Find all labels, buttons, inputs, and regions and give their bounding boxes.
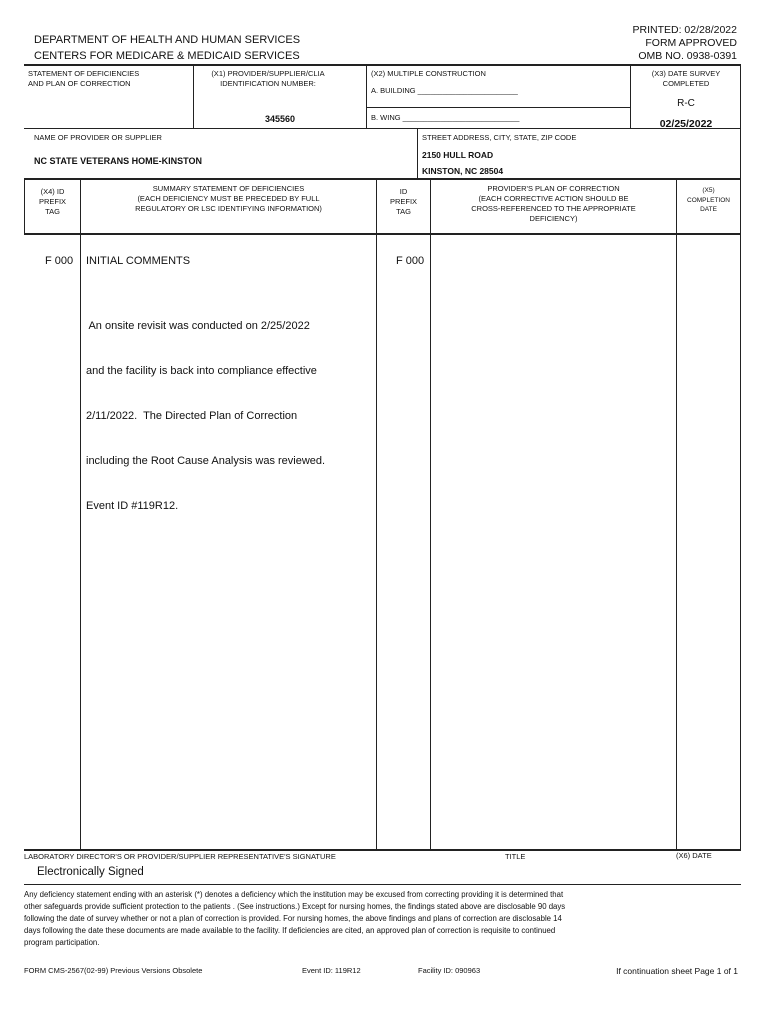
x3-label-line: (X3) DATE SURVEY (651, 69, 721, 78)
x4-header-line: TAG (45, 207, 60, 216)
x1-label (194, 69, 342, 89)
column-divider (80, 179, 81, 850)
divider (24, 178, 741, 180)
wing-field: B. WING ____________________________ (371, 113, 520, 122)
building-field: A. BUILDING ________________________ (371, 86, 518, 95)
x5-header (677, 186, 740, 215)
divider (366, 65, 367, 129)
x3-label (632, 69, 740, 89)
disclaimer-line: program participation. (24, 938, 100, 947)
plan-header-line: PROVIDER'S PLAN OF CORRECTION (487, 184, 620, 193)
comment-paragraph (86, 289, 325, 529)
survey-rc: R-C (677, 98, 695, 109)
x5-header-line: COMPLETION (687, 196, 730, 204)
column-divider (376, 179, 377, 850)
form-number: FORM CMS-2567(02-99) Previous Versions Obsolete (24, 966, 203, 975)
summary-header (81, 184, 376, 214)
divider (24, 884, 741, 885)
facility-id: Facility ID: 090963 (418, 966, 481, 975)
x5-header-line: (X5) (702, 187, 715, 194)
agency-title: CENTERS FOR MEDICARE & MEDICAID SERVICES (34, 50, 300, 62)
statement-label-line: AND PLAN OF CORRECTION (28, 79, 131, 88)
x2-label: (X2) MULTIPLE CONSTRUCTION (371, 69, 486, 78)
disclaimer-line: other safeguards provide sufficient protection to the patients . (See instructions.) Except for nursing homes, the findings stated above are disclosable 90 days (24, 902, 566, 911)
x4-header-line: PREFIX (38, 197, 67, 206)
id-header-line: PREFIX (389, 197, 418, 206)
initial-comments-heading: INITIAL COMMENTS (86, 255, 191, 267)
x4-header (25, 187, 80, 217)
statement-label (28, 69, 139, 89)
disclaimer-line: following the date of survey whether or not a plan of correction is provided. For nursing homes, the above findings and plans of correction are disclosable 14 (24, 914, 562, 923)
signature-label: LABORATORY DIRECTOR'S OR PROVIDER/SUPPLIER REPRESENTATIVE'S SIGNATURE (24, 852, 336, 861)
department-title: DEPARTMENT OF HEALTH AND HUMAN SERVICES (34, 34, 301, 46)
x1-label-line: IDENTIFICATION NUMBER: (220, 79, 316, 88)
comment-line: and the facility is back into compliance effective (86, 365, 317, 377)
summary-header-line: (EACH DEFICIENCY MUST BE PRECEDED BY FULL (137, 194, 320, 203)
x1-label-line: (X1) PROVIDER/SUPPLIER/CLIA (211, 69, 325, 78)
survey-completed-date: 02/25/2022 (659, 118, 713, 130)
id-header-line: TAG (396, 207, 411, 216)
column-divider (676, 179, 677, 850)
disclaimer-line: Any deficiency statement ending with an asterisk (*) denotes a deficiency which the institution may be excused from correcting providing it is determined that (24, 890, 564, 899)
x5-header-line: DATE (700, 206, 717, 213)
printed-date: PRINTED: 02/28/2022 (632, 24, 737, 36)
plan-header (431, 184, 676, 224)
date-label: (X6) DATE (676, 851, 712, 860)
comment-line: Event ID #119R12. (86, 500, 179, 512)
event-id: Event ID: 119R12 (302, 966, 361, 975)
provider-name: NC STATE VETERANS HOME-KINSTON (34, 156, 203, 166)
x4-header-line: (X4) ID (40, 187, 65, 196)
signature-value: Electronically Signed (37, 866, 144, 878)
x3-label-line: COMPLETED (662, 79, 710, 88)
comment-line: An onsite revisit was conducted on 2/25/2022 (86, 320, 310, 332)
id-header (377, 187, 430, 217)
prefix-tag-right: F 000 (396, 255, 425, 267)
provider-label: NAME OF PROVIDER OR SUPPLIER (34, 133, 162, 142)
title-label: TITLE (505, 852, 526, 861)
plan-header-line: CROSS-REFERENCED TO THE APPROPRIATE (471, 204, 636, 213)
divider (24, 849, 741, 851)
comment-line: including the Root Cause Analysis was reviewed. (86, 455, 326, 467)
form-approved: FORM APPROVED (645, 37, 737, 49)
prefix-tag-left: F 000 (45, 255, 74, 267)
statement-label-line: STATEMENT OF DEFICIENCIES (28, 69, 140, 78)
omb-number: OMB NO. 0938-0391 (638, 50, 737, 62)
column-divider (430, 179, 431, 850)
right-border (740, 64, 741, 850)
divider (24, 233, 741, 235)
divider (417, 129, 418, 179)
comment-line: 2/11/2022. The Directed Plan of Correction (86, 410, 298, 422)
disclaimer-text (24, 889, 740, 949)
summary-header-line: REGULATORY OR LSC IDENTIFYING INFORMATION) (135, 204, 322, 213)
plan-header-line: DEFICIENCY) (529, 214, 578, 223)
disclaimer-line: days following the date these documents are made available to the facility. If deficiencies are cited, an approved plan of correction is requisite to continued (24, 926, 556, 935)
address-city: KINSTON, NC 28504 (422, 166, 504, 176)
divider (630, 65, 631, 129)
divider (366, 107, 631, 108)
top-border (24, 64, 741, 66)
page-indicator: If continuation sheet Page 1 of 1 (616, 966, 738, 976)
address-label: STREET ADDRESS, CITY, STATE, ZIP CODE (422, 133, 577, 142)
id-header-line: ID (399, 187, 408, 196)
plan-header-line: (EACH CORRECTIVE ACTION SHOULD BE (478, 194, 629, 203)
summary-header-line: SUMMARY STATEMENT OF DEFICIENCIES (152, 184, 305, 193)
address-street: 2150 HULL ROAD (422, 150, 494, 160)
provider-id-number: 345560 (264, 114, 296, 124)
